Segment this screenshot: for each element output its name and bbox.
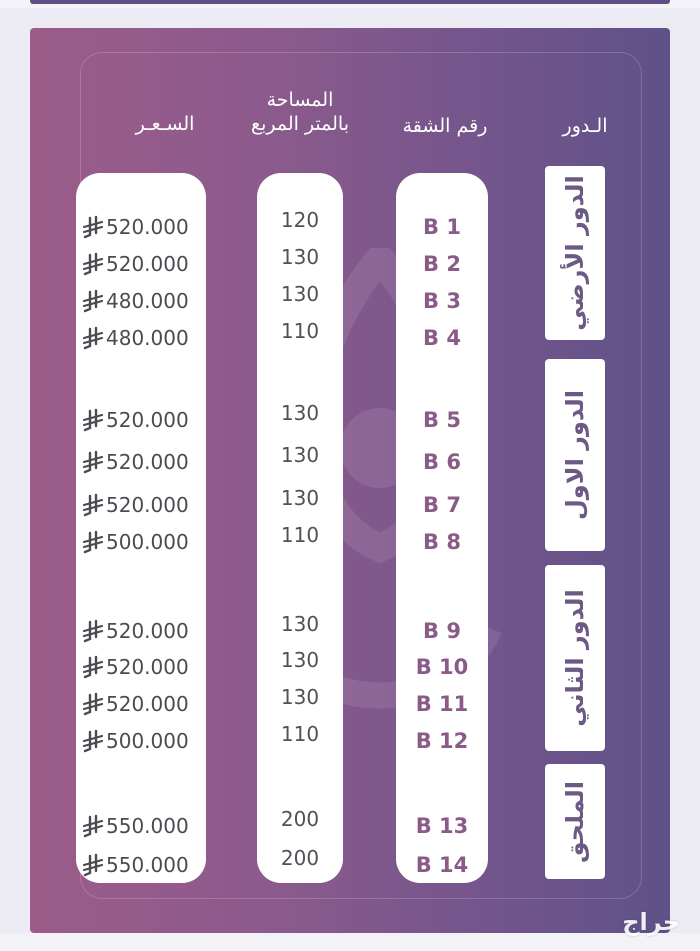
area-cell: 110	[280, 722, 320, 746]
price-column	[76, 173, 206, 883]
unit-number-cell: B 14	[415, 853, 469, 877]
unit-number-cell: B 3	[423, 289, 461, 313]
price-amount: 520.000	[106, 655, 189, 679]
price-amount: 500.000	[106, 530, 189, 554]
floor-label-text: الملحق	[561, 780, 589, 863]
floor-label-text: الدور الأرضي	[561, 175, 589, 331]
price-cell	[76, 326, 206, 350]
top-strip	[0, 0, 700, 8]
header-area-line2: بالمتر المربع	[250, 113, 350, 135]
price-cell	[76, 619, 206, 643]
area-cell: 200	[280, 846, 320, 870]
area-cell: 130	[280, 245, 320, 269]
price-amount: 520.000	[106, 408, 189, 432]
unit-number-cell: B 5	[423, 408, 461, 432]
saudi-riyal-icon	[82, 408, 104, 432]
unit-number-cell: B 9	[423, 619, 461, 643]
floor-label-text: الدور الثاني	[561, 589, 589, 727]
unit-number-cell: B 10	[415, 655, 469, 679]
unit-number-cell: B 4	[423, 326, 461, 350]
unit-number-cell: B 2	[423, 252, 461, 276]
price-amount: 520.000	[106, 215, 189, 239]
saudi-riyal-icon	[82, 729, 104, 753]
area-cell: 130	[280, 486, 320, 510]
price-cell	[76, 530, 206, 554]
area-cell: 130	[280, 401, 320, 425]
saudi-riyal-icon	[82, 289, 104, 313]
area-cell: 110	[280, 319, 320, 343]
header-area	[230, 88, 370, 136]
saudi-riyal-icon	[82, 853, 104, 877]
area-cell: 200	[280, 807, 320, 831]
top-divider	[30, 0, 670, 4]
saudi-riyal-icon	[82, 814, 104, 838]
floor-label-annex	[545, 764, 605, 879]
area-cell: 130	[280, 443, 320, 467]
area-cell: 110	[280, 523, 320, 547]
price-cell	[76, 655, 206, 679]
header-price: السـعـر	[135, 113, 195, 135]
saudi-riyal-icon	[82, 655, 104, 679]
price-amount: 520.000	[106, 619, 189, 643]
price-amount: 550.000	[106, 853, 189, 877]
price-cell	[76, 493, 206, 517]
price-cell	[76, 814, 206, 838]
price-cell	[76, 252, 206, 276]
area-column	[257, 173, 343, 883]
price-amount: 520.000	[106, 252, 189, 276]
price-amount: 520.000	[106, 493, 189, 517]
saudi-riyal-icon	[82, 530, 104, 554]
price-amount: 500.000	[106, 729, 189, 753]
saudi-riyal-icon	[82, 326, 104, 350]
price-table-panel	[30, 28, 670, 933]
header-unit-number: رقم الشقة	[402, 115, 488, 137]
price-amount: 520.000	[106, 450, 189, 474]
area-cell: 130	[280, 685, 320, 709]
price-cell	[76, 450, 206, 474]
price-cell	[76, 289, 206, 313]
unit-number-cell: B 7	[423, 493, 461, 517]
unit-number-cell: B 11	[415, 692, 469, 716]
price-amount: 550.000	[106, 814, 189, 838]
price-cell	[76, 692, 206, 716]
saudi-riyal-icon	[82, 619, 104, 643]
price-cell	[76, 729, 206, 753]
price-amount: 520.000	[106, 692, 189, 716]
area-cell: 130	[280, 648, 320, 672]
unit-number-cell: B 12	[415, 729, 469, 753]
floor-label-text: الدور الاول	[561, 389, 589, 521]
unit-number-cell: B 13	[415, 814, 469, 838]
unit-column	[396, 173, 488, 883]
area-cell: 120	[280, 208, 320, 232]
price-cell	[76, 215, 206, 239]
saudi-riyal-icon	[82, 692, 104, 716]
area-cell: 130	[280, 282, 320, 306]
floor-label-ground	[545, 166, 605, 340]
unit-number-cell: B 1	[423, 215, 461, 239]
price-cell	[76, 853, 206, 877]
header-floor: الـدور	[562, 115, 608, 137]
header-area-line1: المساحة	[266, 89, 334, 111]
saudi-riyal-icon	[82, 450, 104, 474]
unit-number-cell: B 6	[423, 450, 461, 474]
area-cell: 130	[280, 612, 320, 636]
saudi-riyal-icon	[82, 215, 104, 239]
price-amount: 480.000	[106, 289, 189, 313]
saudi-riyal-icon	[82, 493, 104, 517]
saudi-riyal-icon	[82, 252, 104, 276]
floor-label-second	[545, 565, 605, 751]
price-cell	[76, 408, 206, 432]
site-logo[interactable]: حراج	[622, 908, 680, 936]
floor-label-first	[545, 359, 605, 551]
unit-number-cell: B 8	[423, 530, 461, 554]
bottom-strip	[0, 933, 700, 951]
price-amount: 480.000	[106, 326, 189, 350]
